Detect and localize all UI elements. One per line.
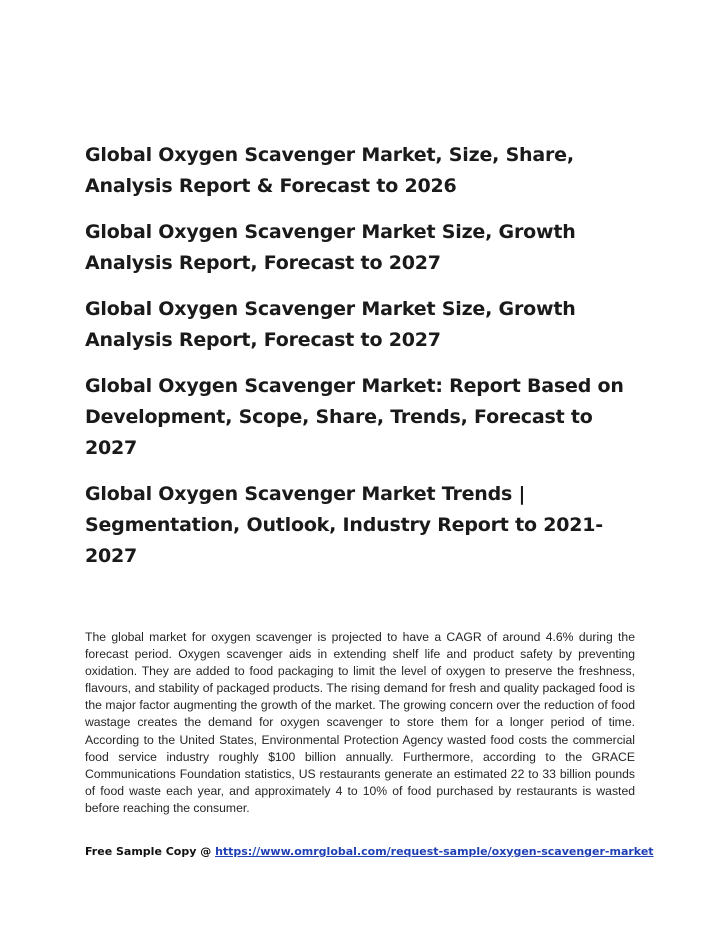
report-title-4: Global Oxygen Scavenger Market: Report Based on Development, Scope, Share, Trends, Forecast to 2027 <box>85 375 624 459</box>
report-title-1: Global Oxygen Scavenger Market, Size, Share, Analysis Report & Forecast to 2026 <box>85 144 574 197</box>
request-sample-link[interactable]: https://www.omrglobal.com/request-sample/oxygen-scavenger-market <box>215 845 654 859</box>
report-title-2: Global Oxygen Scavenger Market Size, Growth Analysis Report, Forecast to 2027 <box>85 221 576 274</box>
free-sample-label: Free Sample Copy @ <box>85 845 216 859</box>
report-title-5: Global Oxygen Scavenger Market Trends | Segmentation, Outlook, Industry Report to 2021-2027 <box>85 483 603 567</box>
report-title-3: Global Oxygen Scavenger Market Size, Growth Analysis Report, Forecast to 2027 <box>85 298 576 351</box>
free-sample-line <box>85 845 654 859</box>
market-description-paragraph: The global market for oxygen scavenger is projected to have a CAGR of around 4.6% during the forecast period. Oxygen scavenger aids in extending shelf life and product safety by preventing oxidation. They are added to food packaging to limit the level of oxygen to preserve the freshness, flavours, and stability of packaged products. The rising demand for fresh and quality packaged food is the major factor augmenting the growth of the market. The growing concern over the reduction of food wastage creates the demand for oxygen scavenger to store them for a longer period of time. According to the United States, Environmental Protection Agency wasted food costs the commercial food service industry roughly $100 billion annually. Furthermore, according to the GRACE Communications Foundation statistics, US restaurants generate an estimated 22 to 33 billion pounds of food waste each year, and approximately 4 to 10% of food purchased by restaurants is wasted before reaching the consumer. <box>85 630 635 815</box>
document-page <box>85 140 654 859</box>
